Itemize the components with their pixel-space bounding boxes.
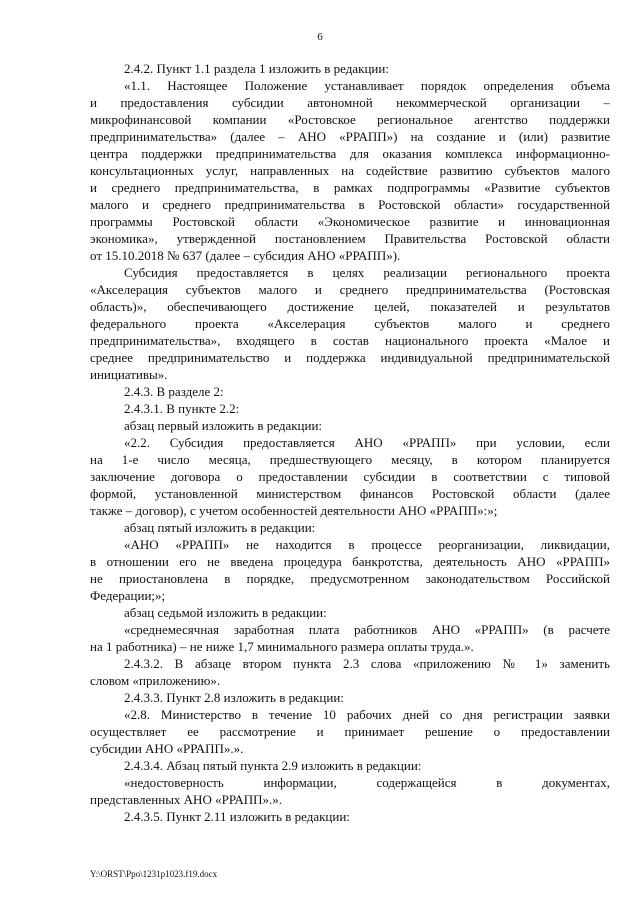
text-line: «2.2. Субсидия предоставляется АНО «РРАПП» при условии, если [124, 435, 610, 450]
text-line: микрофинансовой компании «Ростовское региональное агентство поддержки [90, 112, 610, 127]
text-line: абзац первый изложить в редакции: [124, 418, 323, 433]
text-line: экономика», утвержденной постановлением Правительства Ростовской области [90, 231, 610, 246]
text-line: Федерации;»; [90, 588, 166, 603]
text-line: «Акселерация субъектов малого и среднего предпринимательства (Ростовская [90, 282, 610, 297]
text-line: 2.4.3.1. В пункте 2.2: [124, 401, 240, 416]
text-line: на 1-е число месяца, предшествующего месяцу, в котором планируется [90, 452, 610, 467]
text-line: словом «приложению». [90, 673, 221, 688]
text-line: осуществляет ее рассмотрение и принимает решение о предоставлении [90, 724, 610, 739]
text-line: «1.1. Настоящее Положение устанавливает порядок определения объема [124, 78, 610, 93]
text-line: программы Ростовской области «Экономическое развитие и инновационная [90, 214, 610, 229]
text-line: «среднемесячная заработная плата работников АНО «РРАПП» (в расчете [124, 622, 610, 637]
text-line: область)», обеспечивающего достижение целей, показателей и результатов [90, 299, 610, 314]
text-line: Субсидия предоставляется в целях реализации регионального проекта [124, 265, 610, 280]
text-line: предпринимательства» (далее – АНО «РРАПП») на создание и (или) развитие [90, 129, 610, 144]
text-line: от 15.10.2018 № 637 (далее – субсидия АНО «РРАПП»). [90, 248, 401, 263]
text-line: представленных АНО «РРАПП».». [90, 792, 283, 807]
text-line: 2.4.3. В разделе 2: [124, 384, 224, 399]
text-line: формой, установленной министерством финансов Ростовской области (далее [90, 486, 610, 501]
text-line: 2.4.3.3. Пункт 2.8 изложить в редакции: [124, 690, 344, 705]
text-line: и предоставления субсидии автономной некоммерческой организации – [90, 95, 610, 110]
text-line: на 1 работника) – не ниже 1,7 минимального размера оплаты труда.». [90, 639, 474, 654]
text-line: 2.4.2. Пункт 1.1 раздела 1 изложить в редакции: [124, 61, 389, 76]
text-line: 2.4.3.5. Пункт 2.11 изложить в редакции: [124, 809, 350, 824]
text-line: абзац пятый изложить в редакции: [124, 520, 316, 535]
text-line: федерального проекта «Акселерация субъектов малого и среднего [90, 316, 610, 331]
text-line: центра поддержки предпринимательства для оказания комплекса информационно- [90, 146, 610, 161]
text-line: «недостоверность информации, содержащейся в документах, [124, 775, 610, 790]
text-line: инициативы». [90, 367, 168, 382]
text-line: «2.8. Министерство в течение 10 рабочих дней со дня регистрации заявки [124, 707, 610, 722]
text-line: не приостановлена в порядке, предусмотренном законодательством Российской [90, 571, 610, 586]
file-path-footer: Y:\ORST\Ppo\1231p1023.f19.docx [90, 869, 218, 879]
text-line: субсидии АНО «РРАПП».». [90, 741, 244, 756]
text-line: и среднего предпринимательства, в рамках подпрограммы «Развитие субъектов [90, 180, 610, 195]
text-line: консультационных услуг, направленных на содействие развитию субъектов малого [90, 163, 610, 178]
text-line: предпринимательства», входящего в состав национального проекта «Малое и [90, 333, 610, 348]
text-line: среднее предпринимательство и поддержка индивидуальной предпринимательской [90, 350, 610, 365]
text-line: малого и среднего предпринимательства в Ростовской области» государственной [90, 197, 610, 212]
document-body [90, 60, 610, 825]
text-line: заключение договора о предоставлении субсидии в соответствии с типовой [90, 469, 610, 484]
text-line: «АНО «РРАПП» не находится в процессе реорганизации, ликвидации, [124, 537, 610, 552]
text-line: абзац седьмой изложить в редакции: [124, 605, 327, 620]
text-line: 2.4.3.4. Абзац пятый пункта 2.9 изложить в редакции: [124, 758, 422, 773]
text-line: 2.4.3.2. В абзаце втором пункта 2.3 слова «приложению № 1» заменить [124, 656, 610, 671]
text-line: в отношении его не введена процедура банкротства, деятельность АНО «РРАПП» [90, 554, 610, 569]
page-number: 6 [317, 31, 323, 43]
text-line: также – договор), с учетом особенностей деятельности АНО «РРАПП»:»; [90, 503, 498, 518]
